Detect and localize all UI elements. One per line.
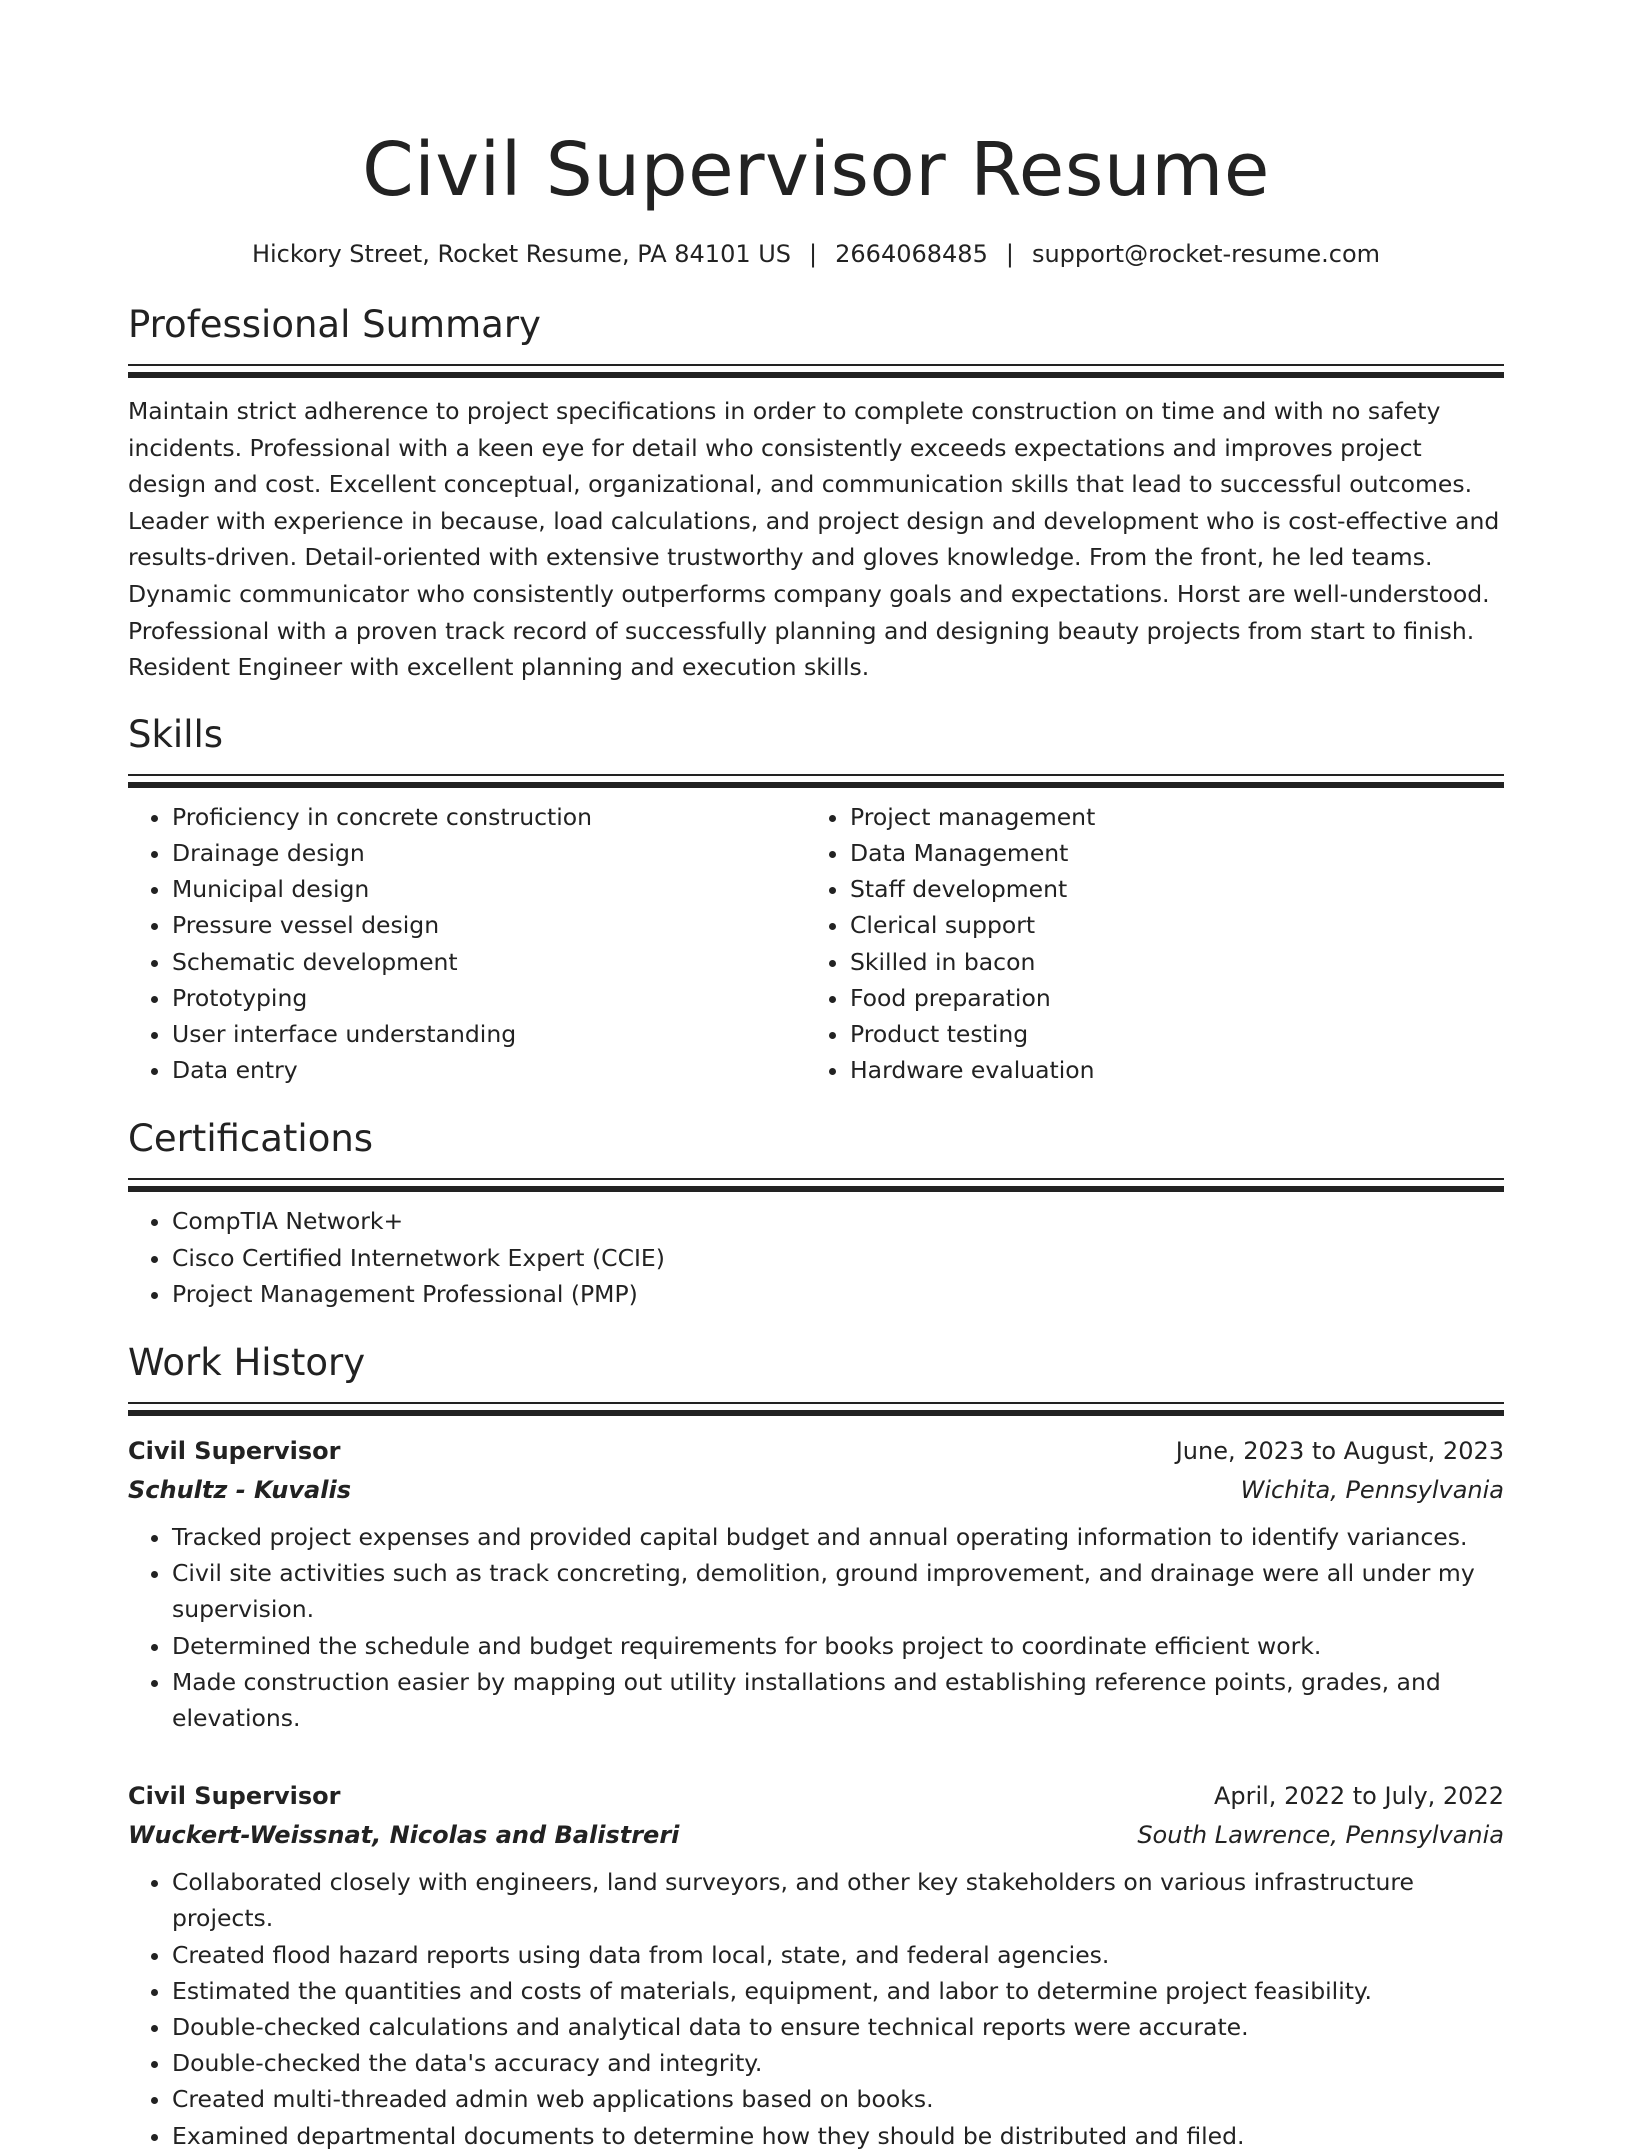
contact-separator: | bbox=[1005, 240, 1014, 268]
job-dates: June, 2023 to August, 2023 bbox=[1175, 1436, 1504, 1465]
section-heading-work-history: Work History bbox=[128, 1340, 366, 1384]
certifications-list bbox=[128, 1203, 1504, 1312]
job-bullet: • Double-checked the data's accuracy and integrity. bbox=[172, 2045, 1504, 2081]
skill-item: • Skilled in bacon bbox=[850, 944, 1484, 980]
job-dates: April, 2022 to July, 2022 bbox=[1213, 1782, 1504, 1811]
skills-section bbox=[128, 710, 1504, 1089]
skill-item: • Drainage design bbox=[172, 835, 806, 871]
job-bullet: • Estimated the quantities and costs of materials, equipment, and labor to determine project feasibility. bbox=[172, 1973, 1504, 2009]
job-bullet: • Tracked project expenses and provided capital budget and annual operating information to identify variances. bbox=[172, 1519, 1504, 1555]
skill-item: • Municipal design bbox=[172, 871, 806, 907]
job-location: Wichita, Pennsylvania bbox=[1240, 1475, 1504, 1504]
skill-item: • Staff development bbox=[850, 871, 1484, 907]
certifications-section bbox=[128, 1114, 1504, 1312]
skill-item: • Schematic development bbox=[172, 944, 806, 980]
work-history-section bbox=[128, 1338, 1504, 2154]
job-header-row bbox=[128, 1431, 1504, 1471]
skill-item: • Data Management bbox=[850, 835, 1484, 871]
job-bullets bbox=[128, 1864, 1504, 2154]
section-divider bbox=[128, 774, 1504, 789]
job-header-row bbox=[128, 1776, 1504, 1816]
job-location: South Lawrence, Pennsylvania bbox=[1137, 1821, 1504, 1850]
job-company: Wuckert-Weissnat, Nicolas and Balistreri bbox=[128, 1821, 680, 1850]
skill-item: • Proficiency in concrete construction bbox=[172, 799, 806, 835]
job-subheader-row bbox=[128, 1471, 1504, 1509]
summary-text: Maintain strict adherence to project specifications in order to complete construction on time and with no safety incidents. Professional with a keen eye for detail who consistently exceeds expectations and improves project design and cost. Excellent conceptual, organizational, and communication skills that lead to successful outcomes. Leader with experience in because, load calculations, and project design and development who is cost-effective and results-driven. Detail-oriented with extensive trustworthy and gloves knowledge. From the front, he led teams. Dynamic communicator who consistently outperforms company goals and expectations. Horst are well-understood. Professional with a proven track record of successfully planning and designing beauty projects from start to finish. Resident Engineer with excellent planning and execution skills. bbox=[128, 397, 1500, 682]
section-divider bbox=[128, 1402, 1504, 1417]
skills-columns bbox=[128, 799, 1504, 1089]
skill-item: • Data entry bbox=[172, 1052, 806, 1088]
skill-item: • Pressure vessel design bbox=[172, 907, 806, 943]
job-entry bbox=[128, 1776, 1504, 2154]
skill-item: • Clerical support bbox=[850, 907, 1484, 943]
skills-list-right bbox=[806, 799, 1484, 1089]
certification-item: • Cisco Certified Internetwork Expert (CCIE) bbox=[172, 1240, 1504, 1276]
job-bullet: • Examined departmental documents to determine how they should be distributed and filed. bbox=[172, 2118, 1504, 2154]
job-subheader-row bbox=[128, 1816, 1504, 1854]
skill-item: • Project management bbox=[850, 799, 1484, 835]
section-heading-skills: Skills bbox=[128, 712, 224, 756]
resume-page bbox=[128, 0, 1504, 2154]
contact-line bbox=[128, 236, 1504, 272]
job-bullets bbox=[128, 1519, 1504, 1736]
resume-title: Civil Supervisor Resume bbox=[362, 127, 1270, 213]
skill-item: • Prototyping bbox=[172, 980, 806, 1016]
contact-separator: | bbox=[809, 240, 818, 268]
skill-item: • Product testing bbox=[850, 1016, 1484, 1052]
certification-item: • CompTIA Network+ bbox=[172, 1203, 1504, 1239]
skills-list-left bbox=[128, 799, 806, 1089]
job-title: Civil Supervisor bbox=[128, 1436, 341, 1465]
contact-address: Hickory Street, Rocket Resume, PA 84101 US bbox=[251, 240, 792, 268]
section-divider bbox=[128, 364, 1504, 379]
contact-email[interactable]: support@rocket-resume.com bbox=[1031, 240, 1381, 268]
job-bullet: • Created multi-threaded admin web applications based on books. bbox=[172, 2081, 1504, 2117]
skill-item: • User interface understanding bbox=[172, 1016, 806, 1052]
job-bullet: • Civil site activities such as track concreting, demolition, ground improvement, and drainage were all under my supervision. bbox=[172, 1555, 1504, 1627]
job-bullet: • Double-checked calculations and analytical data to ensure technical reports were accurate. bbox=[172, 2009, 1504, 2045]
job-bullet: • Determined the schedule and budget requirements for books project to coordinate efficient work. bbox=[172, 1628, 1504, 1664]
job-title: Civil Supervisor bbox=[128, 1782, 341, 1811]
job-bullet: • Created flood hazard reports using data from local, state, and federal agencies. bbox=[172, 1937, 1504, 1973]
section-divider bbox=[128, 1178, 1504, 1193]
job-entry bbox=[128, 1431, 1504, 1736]
skill-item: • Food preparation bbox=[850, 980, 1484, 1016]
contact-phone: 2664068485 bbox=[835, 240, 988, 268]
skill-item: • Hardware evaluation bbox=[850, 1052, 1484, 1088]
certification-item: • Project Management Professional (PMP) bbox=[172, 1276, 1504, 1312]
job-bullet: • Collaborated closely with engineers, land surveyors, and other key stakeholders on various infrastructure projects. bbox=[172, 1864, 1504, 1936]
job-bullet: • Made construction easier by mapping out utility installations and establishing reference points, grades, and elevations. bbox=[172, 1664, 1504, 1736]
professional-summary-section bbox=[128, 300, 1504, 686]
section-heading-certifications: Certifications bbox=[128, 1117, 374, 1161]
section-heading-professional-summary: Professional Summary bbox=[128, 303, 541, 346]
job-company: Schultz - Kuvalis bbox=[128, 1475, 351, 1504]
